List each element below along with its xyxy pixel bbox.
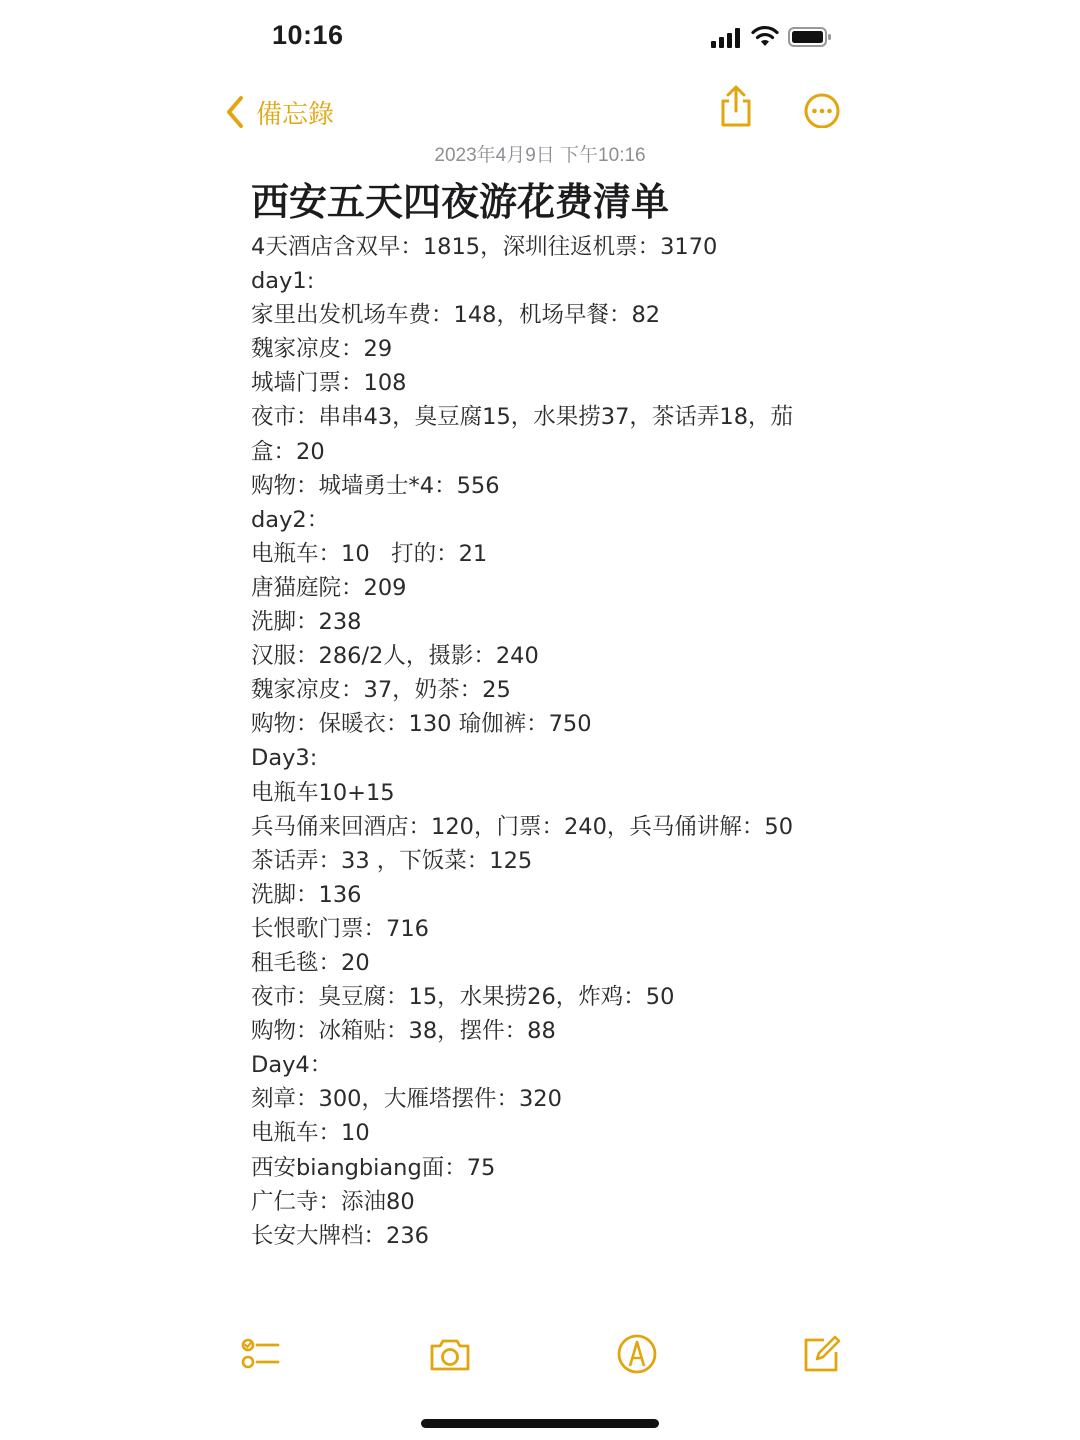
checklist-icon[interactable] [240, 1332, 284, 1376]
share-icon[interactable] [716, 84, 756, 128]
camera-icon[interactable] [428, 1332, 472, 1376]
note-line: 电瓶车：10 打的：21 [251, 540, 488, 567]
note-line: 购物：保暖衣：130 瑜伽裤：750 [251, 711, 592, 738]
note-line: 长安大牌档：236 [251, 1222, 429, 1249]
wifi-icon [750, 24, 780, 48]
bottom-toolbar [0, 1322, 1080, 1382]
back-button[interactable] [224, 88, 334, 136]
status-time: 10:16 [272, 20, 344, 50]
note-line: 租毛毯：20 [251, 949, 370, 976]
note-line: Day3: [251, 745, 318, 772]
compose-icon[interactable] [800, 1332, 844, 1376]
markup-icon[interactable] [615, 1332, 659, 1376]
note-line: 电瓶车10+15 [251, 779, 395, 806]
note-line: 洗脚：238 [251, 609, 362, 636]
note-line: 夜市：臭豆腐：15，水果捞26，炸鸡：50 [251, 984, 675, 1011]
note-line: 长恨歌门票：716 [251, 915, 429, 942]
note-line: 广仁寺：添油80 [251, 1188, 415, 1215]
note-lines [251, 230, 831, 1253]
note-line: 茶话弄：33 ，下饭菜：125 [251, 847, 533, 874]
note-line: 兵马俑来回酒店：120，门票：240，兵马俑讲解：50 [251, 813, 794, 840]
back-button-label: 備忘錄 [256, 98, 335, 129]
status-bar [0, 0, 1080, 76]
ellipsis-circle-icon[interactable] [802, 84, 842, 128]
note-line: 魏家凉皮：29 [251, 336, 393, 363]
cellular-signal-icon [711, 28, 741, 48]
note-line: 汉服：286/2人，摄影：240 [251, 643, 539, 670]
note-line: Day4： [251, 1052, 333, 1079]
note-line: 刻章：300，大雁塔摆件：320 [251, 1086, 562, 1113]
note-line: 城墙门票：108 [251, 370, 407, 397]
note-line: 唐猫庭院：209 [251, 574, 407, 601]
chevron-left-icon [224, 95, 246, 129]
note-line: 西安biangbiang面：75 [251, 1154, 496, 1181]
note-line: 家里出发机场车费：148，机场早餐：82 [251, 302, 661, 329]
note-line: 4天酒店含双早：1815，深圳往返机票：3170 [251, 234, 718, 260]
note-line: 购物：冰箱贴：38，摆件：88 [251, 1018, 556, 1045]
note-title: 西安五天四夜游花费清单 [251, 180, 670, 224]
note-line: 魏家凉皮：37，奶茶：25 [251, 677, 511, 704]
note-line: day2： [251, 506, 330, 533]
note-line: 电瓶车：10 [251, 1120, 370, 1147]
note-body[interactable] [251, 176, 831, 1253]
note-date: 2023年4月9日 下午10:16 [434, 145, 646, 166]
home-indicator[interactable] [421, 1419, 659, 1428]
note-line: day1: [251, 268, 315, 295]
navigation-bar [0, 80, 1080, 140]
battery-icon [788, 26, 832, 48]
note-line: 夜市：串串43，臭豆腐15，水果捞37，茶话弄18，茄盒：20 [251, 404, 794, 465]
note-line: 洗脚：136 [251, 881, 362, 908]
note-line: 购物：城墙勇士*4：556 [251, 472, 500, 499]
